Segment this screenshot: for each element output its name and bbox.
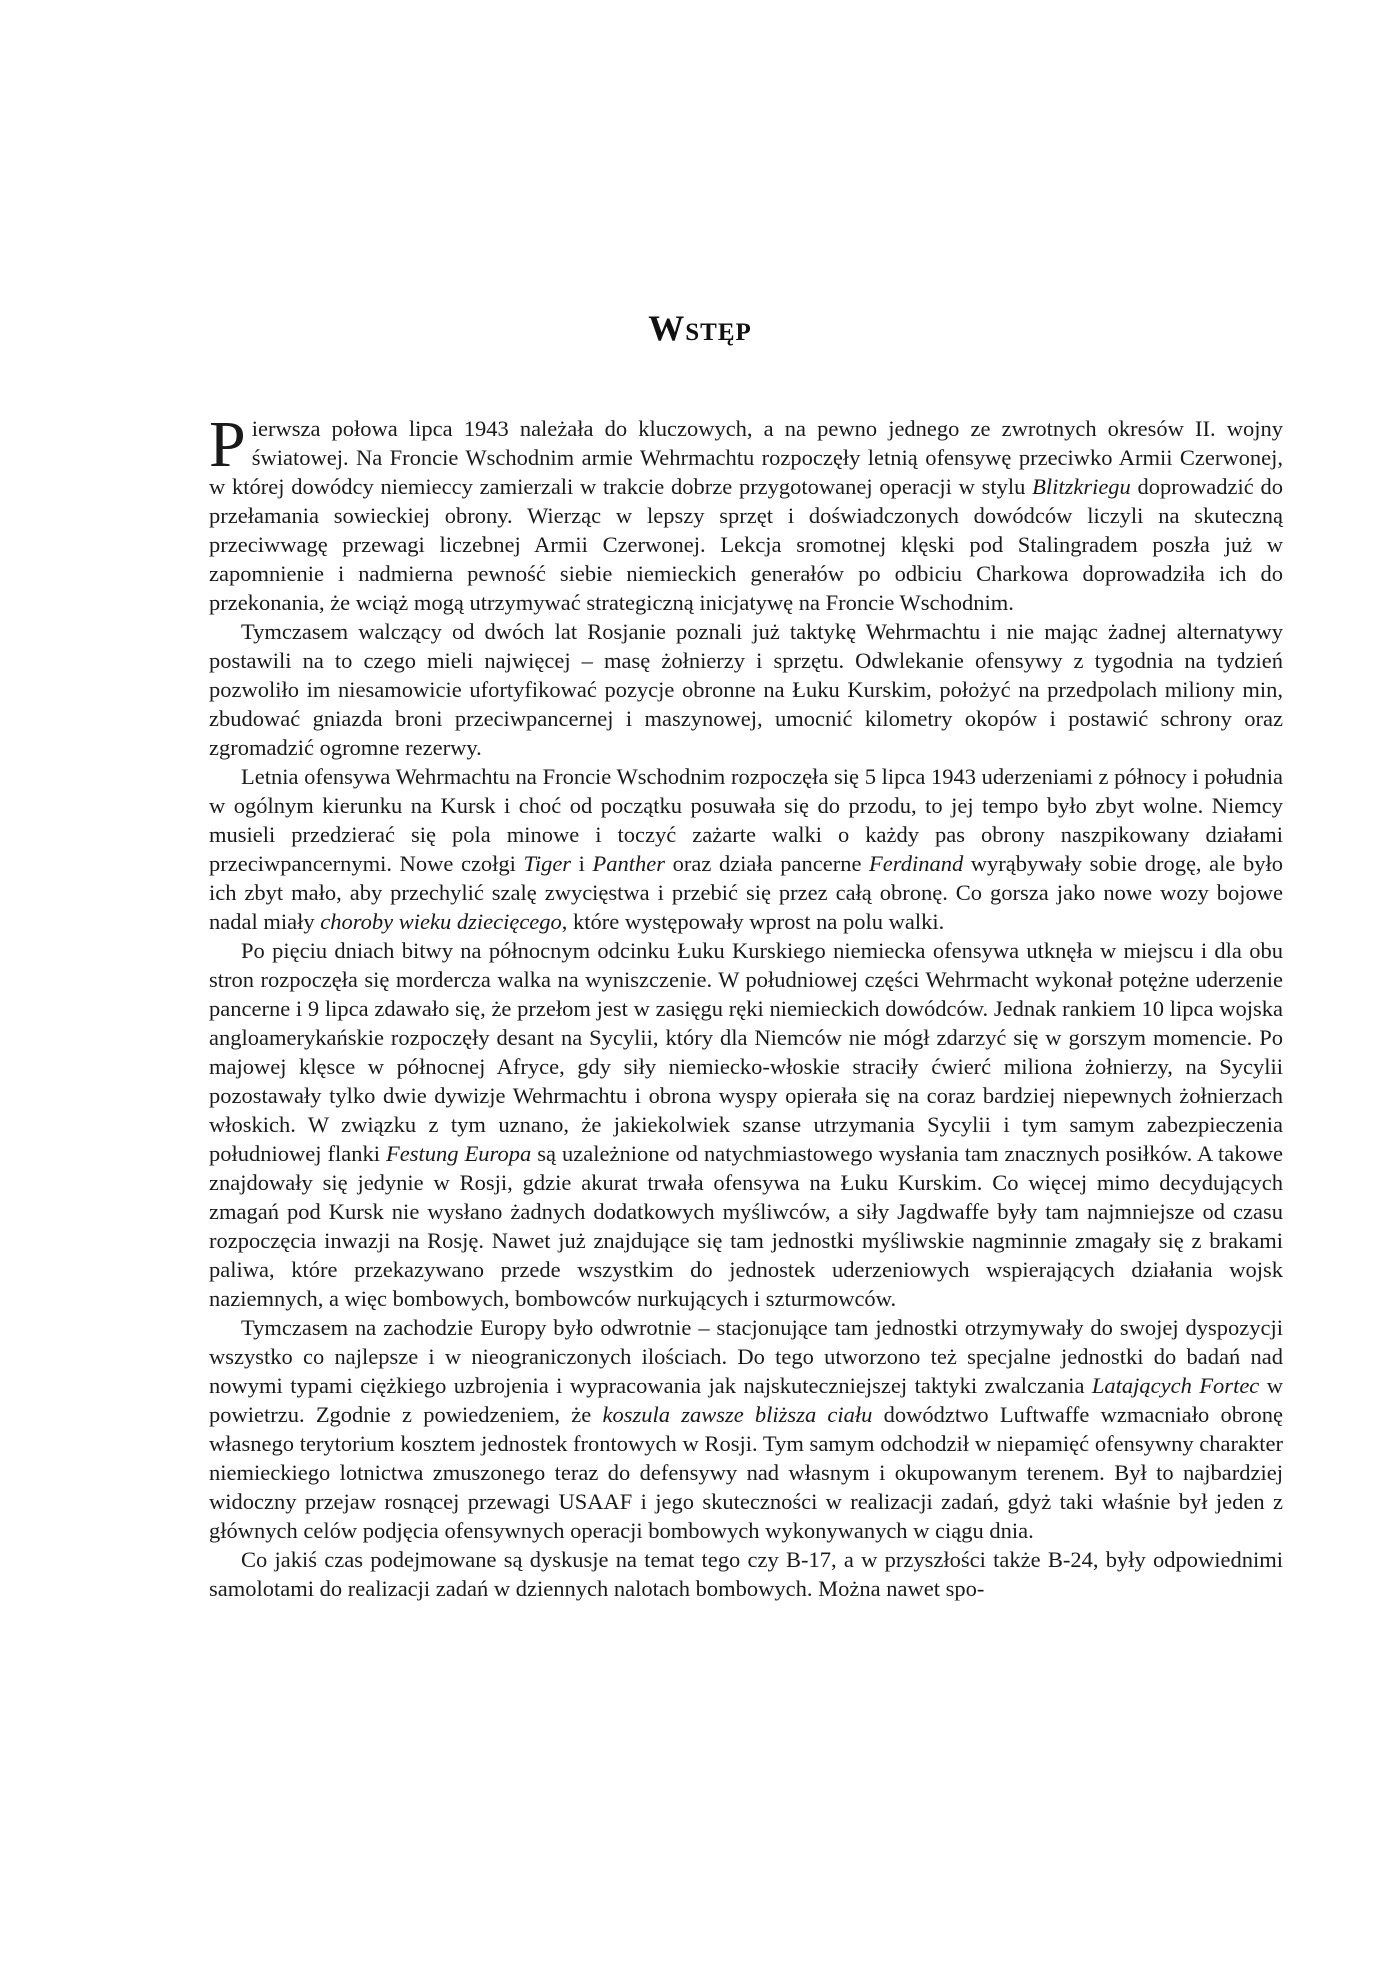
text-run: i: [571, 851, 593, 876]
italic-text: choroby wieku dziecięcego: [320, 909, 562, 934]
text-run: ierwsza połowa lipca 1943 należała do kluczowych, a na pewno jednego ze zwrotnych okresów II. wojny światowej. Na Froncie Wschodnim armie Wehrmachtu rozpoczęły letnią ofensywę przeciwko Armii Czerwonej, w której dowódcy niemieccy zamierzali w trakcie dobrze przygotowanej operacji w stylu: [209, 416, 1283, 499]
italic-text: Panther: [592, 851, 666, 876]
paragraph: [209, 1313, 1283, 1545]
text-run: Co jakiś czas podejmowane są dyskusje na temat tego czy B-17, a w przyszłości także B-24, były odpowiednimi samolotami do realizacji zadań w dziennych nalotach bombowych. Można nawet spo-: [209, 1547, 1283, 1601]
paragraph: [209, 936, 1283, 1313]
italic-text: Ferdinand: [869, 851, 964, 876]
paragraph: [209, 617, 1283, 762]
italic-text: Latających Fortec: [1091, 1373, 1260, 1398]
text-run: Po pięciu dniach bitwy na północnym odcinku Łuku Kurskiego niemiecka ofensywa utknęła w miejscu i dla obu stron rozpoczęła się mordercza walka na wyniszczenie. W południowej części Wehrmacht wykonał potężne uderzenie pancerne i 9 lipca zdawało się, że przełom jest w zasięgu ręki niemieckich dowódców. Jednak rankiem 10 lipca wojska angloamerykańskie rozpoczęły desant na Sycylii, który dla Niemców nie mógł zdarzyć się w gorszym momencie. Po majowej klęsce w północnej Afryce, gdy siły niemiecko-włoskie straciły ćwierć miliona żołnierzy, na Sycylii pozostawały tylko dwie dywizje Wehrmachtu i obrona wyspy opierała się na coraz bardziej niepewnych żołnierzach włoskich. W związku z tym uznano, że jakiekolwiek szanse utrzymania Sycylii i tym samym zabezpieczenia południowej flanki: [209, 938, 1283, 1166]
drop-cap: P: [209, 408, 246, 481]
italic-text: koszula zawsze bliższa ciału: [602, 1402, 873, 1427]
paragraph: [209, 408, 1283, 617]
text-run: w powietrzu. Zgodnie z powiedzeniem, że: [209, 1373, 1283, 1427]
text-run: są uzależnione od natychmiastowego wysłania tam znacznych posiłków. A takowe znajdowały się jedynie w Rosji, gdzie akurat trwała ofensywa na Łuku Kurskim. Co więcej mimo decydujących zmagań pod Kursk nie wysłano żadnych dodatkowych myśliwców, a siły Jagdwaffe były tam najmniejsze od czasu rozpoczęcia inwazji na Rosję. Nawet już znajdujące się tam jednostki myśliwskie nagminnie zmagały się z brakami paliwa, które przekazywano przede wszystkim do jednostek uderzeniowych wspierających działania wojsk naziemnych, a więc bombowych, bombowców nurkujących i szturmowców.: [209, 1141, 1283, 1311]
italic-text: Festung Europa: [386, 1141, 532, 1166]
chapter-title: Wstęp: [648, 308, 752, 349]
text-run: dowództwo Luftwaffe wzmacniało obronę własnego terytorium kosztem jednostek frontowych w Rosji. Tym samym odchodził w niepamięć ofensywny charakter niemieckiego lotnictwa zmuszonego teraz do defensywy nad własnym i okupowanym terenem. Był to najbardziej widoczny przejaw rosnącej przewagi USAAF i jego skuteczności w realizacji zadań, gdyż taki właśnie był jeden z głównych celów podjęcia ofensywnych operacji bombowych wykonywanych w ciągu dnia.: [209, 1402, 1283, 1543]
paragraph: [209, 762, 1283, 936]
paragraph: [209, 1545, 1283, 1603]
italic-text: Blitzkriegu: [1032, 474, 1131, 499]
text-run: Tymczasem na zachodzie Europy było odwrotnie – stacjonujące tam jednostki otrzymywały do swojej dyspozycji wszystko co najlepsze i w nieograniczonych ilościach. Do tego utworzono też specjalne jednostki do badań nad nowymi typami ciężkiego uzbrojenia i wypracowania jak najskuteczniejszej taktyki zwalczania: [209, 1315, 1283, 1398]
text-run: Letnia ofensywa Wehrmachtu na Froncie Wschodnim rozpoczęła się 5 lipca 1943 uderzeniami z północy i południa w ogólnym kierunku na Kursk i choć od początku posuwała się do przodu, to jej tempo było zbyt wolne. Niemcy musieli przedzierać się pola minowe i toczyć zażarte walki o każdy pas obrony naszpikowany działami przeciwpancernymi. Nowe czołgi: [209, 764, 1283, 876]
text-run: wyrąbywały sobie drogę, ale było ich zbyt mało, aby przechylić szalę zwycięstwa i przebić się przez całą obronę. Co gorsza jako nowe wozy bojowe nadal miały: [209, 851, 1283, 934]
text-run: Tymczasem walczący od dwóch lat Rosjanie poznali już taktykę Wehrmachtu i nie mając żadnej alternatywy postawili na to czego mieli najwięcej – masę żołnierzy i sprzętu. Odwlekanie ofensywy z tygodnia na tydzień pozwoliło im niesamowicie ufortyfikować pozycje obronne na Łuku Kurskim, położyć na przedpolach miliony min, zbudować gniazda broni przeciwpancernej i maszynowej, umocnić kilometry okopów i postawić schrony oraz zgromadzić ogromne rezerwy.: [209, 619, 1283, 760]
italic-text: Tiger: [523, 851, 572, 876]
text-run: , które występowały wprost na polu walki.: [561, 909, 945, 934]
body-text: [209, 408, 1283, 1603]
text-run: doprowadzić do przełamania sowieckiej obrony. Wierząc w lepszy sprzęt i doświadczonych dowódców liczyli na skuteczną przeciwwagę przewagi liczebnej Armii Czerwonej. Lekcja sromotnej klęski pod Stalingradem poszła już w zapomnienie i nadmierna pewność siebie niemieckich generałów po odbiciu Charkowa doprowadziła ich do przekonania, że wciąż mogą utrzymywać strategiczną inicjatywę na Froncie Wschodnim.: [209, 474, 1283, 615]
text-run: oraz działa pancerne: [665, 851, 870, 876]
